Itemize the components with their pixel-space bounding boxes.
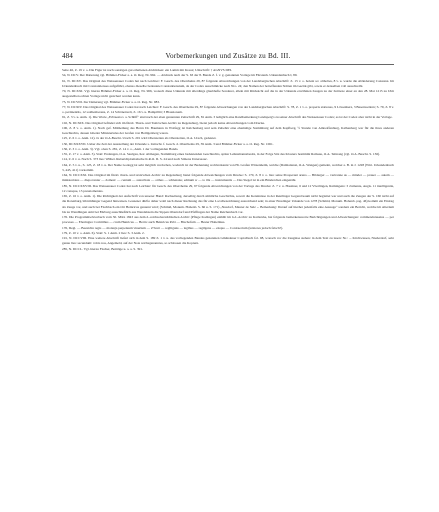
page-header <box>62 52 394 64</box>
correction-entry: 164, N. DCCXXI. Das Original im fürstl. thurn- und taxis'schen Archiv zu Regensburg bietet folgende Abweichungen vom Drucke: S. 170, Z. 8 v. o. lies: seine Prosperant aruna — Bilderger — vertranne us — minder — prauer — autem — ministeriales — diepovenier — domest: — centum — autorrhale — orthes — schlenstur, edmum w — to illa — instrumentis — Das Siegel ist in ein Bänderchen eingenäht. <box>62 173 394 183</box>
correction-entry: 176, Degi. — Bezeichn regis — molenja perpetuum vinerium — Z'ivurt — regiliguns — legibus — regilgens — eisquo — Contraectum (letzteres jedoch falsch?). <box>62 225 284 230</box>
correction-entry: 54, N. DCV. Der Datierung vgl. Böhmer-Ficker a. a. O. Reg. Nr. 962. — Abdruck nach der S. 63 der 8. Bande Z. f. v. g. genannten Vorlage im Fürstenh. Urkundenbuch I, 89. <box>62 73 298 78</box>
correction-entry: 191, N. DCCVIII. Eine weitere Abschrift liefert sich in dem S. 189 Z. 1 v. u. des vorliegenden Bandes genannten Gmündener Copialbuch fol. 98, wonach vor die Zeugnise stehen: in dem Text zu lesen: Nr.: ... Kirchwiesen, Niederdorf, sehr genau lies: secundum: vobis nos, Angemeld, auf der Nota reichsgenanntes, so schlossen die Kopiern. <box>62 236 394 246</box>
correction-entry: 91, Z. 3 v. u. Anm. 1). Die Worte „Erlöseata i. a. Schliff“ sind nach der eben genannten Zeitschrift 29, 81 Anm. 3 lediglich eine Randbemerkung Landsperg's zu seiner Abschrift des Weissenauer Codex; es ist der Codex aber nicht in der Vorlage. <box>62 115 393 120</box>
correction-entry: 106, Z. 8 v. o. Anm. 1). Nach gef. Mittheilung des Herrn Dr. Baumann in Wolfegg ist Kalchesberg und sein Zubehör eine ehemalige Stammburg auf dem Kapfberg, ½ Stunde von Amtsoffenburg, Kalhenberg war für die ihres anderen Geschlechts, dessen Glieder Ministeriales der Grafen von Heiligenberg waren. <box>62 125 394 135</box>
header-rule <box>62 64 394 65</box>
running-title: Vorbemerkungen und Zusätze zu Bd. III. <box>165 52 291 60</box>
correction-entry: 125, Z. 6 v. o. Anm. 12). Ja der O.A.Beschr. Urach S. 201 wird Oberstetten als Oberstetten, O.A. Urach, gedeutet. <box>62 136 217 141</box>
correction-entry: 176. Die Programmwörterbuch vom 30. März 1843 aus dem d.-reichsoberstädtischen Archiv (Pflege Kodingen) enthält im G.L.Archiv zu Karlsruhe, hat folgende bemerkenswerte Berichtigungen und Abweichungen: commendatuseius — per proceses — Eberingus: Comitibus — crum Hunricus — Hertn: auch Heinricus Pabt — Bischofum — Hester Hohelinus. <box>62 215 394 225</box>
correction-entry: 136, Z. 3 v. o. Anm. 3). Vgl. oben S. 281, Z. 14 v. o., Anm. 1 der vorliegenden Bands. <box>62 146 179 151</box>
correction-entry: 185, N. DCCXXVIII. Das Weissenauer Codex hat nach Leichter: für Gesch. des Oberrheins 29, 97 folgende Abweichungen von der Vorlage des Drucks: Z. 7 v. u. Hasziner, 6 und 12 Vberlingen, Ramingens: 3 clamente, Augis. 11 intelligentia, 12 consque, 13 pressiomentes. <box>62 183 394 193</box>
corrections-text <box>62 68 394 464</box>
correction-entry: 70, N. DCXXI. Vgl. hierzu Böhmer-Ficker a. a. O. Reg. Nr. 966, wonach diese Urkunde mit allerdings glaubhafte Sonderer, allein mit Rücksicht auf die in der Urkunde erwähnten Zeugen zu der Zeitnote einer an den 28. Mai 1215 zu Ulm ausgestellten echten Vorlage nicht gesichert werden kann. <box>62 89 394 99</box>
correction-entry: Seite 46, Z. 19 v. o. Die Figur ist nach sonstigen gut erhaltenen Abdrücken: ein Lamm mit Kreuz; Umschrift: † AGNVS DEI. <box>62 68 233 72</box>
correction-entry: 155, Z. 17 v. o. Anm. 3). Statt: Endangen, O.A. Saulgau, lies: Abmagen, Stammburg eines bedeutenden Geschlechts, später Lehnsmannsbesitz, in der Folge Sitz des Klosters bestimmt Ramsau, O.A. Tettnang (vgl. O.A. Beschr. S. 136). <box>62 152 380 156</box>
page-number: 484 <box>62 52 73 60</box>
correction-entry: 179, Z. 10 v. o. Anm. 6). Statt: S. 1 Anm. 2 lies: S. 3 Anm. 2. <box>62 230 145 235</box>
correction-entry: 165, Z. 16 v. o. Anm. 1). Die Richtigkeit der Aufschrift von unserer Hand: Rachsebung, derselbig durch sämtliche Geschichte, soweit die Kenntnisse in der Reutlinger Gegend kaum nicht begleitet war und auch die Zeugen der S. 160 nicht auf die Rotenburg-Werrmhinger Gegend hinweisen. Leuzener dürfte daher wohl nach dieser Rechnung das für eine Localbezeichnung ausreichend sein; in einer Ensslinger Urkunde von 1278 (Schmid, Monum. Hohenb. pag. 46) kommt ein Eintrag als Zeuge vor, und auch bei Fischbach ein Ort Heinricus genannt wird; (Schmid, Monum. Hohenb. S. 66 u. S. 171) „Nusdorf, Maurer de Sulz ... Bemerkung: Darauf auf hierher jedenfalls eine Aussage“ sondern ein Bericht, welche im Altertum bis zu Wendlingen Amt bei Ehrburg ausschließlich aus Wendelstein die Sippen Oberndorf und Pfaffingen der Name Reichenbach vor. <box>62 194 394 214</box>
correction-entry: 164, Z. 5 v. u., S. 125, Z. 18 v. u. Der Name Godegg ist sehr möglich verdorben, wodurch ist der Bedeutung wohlverkannt von Hr. Grafen Wirzenheim, welche (Dalmatiensi, O.A. Wangen) gemeint, welcher a. B. in J. 1228 (Wirt. Urkundenbuch 3, 445, 411) vorkommt. <box>62 162 394 172</box>
correction-entry: 114, Z. 6 v. u. Nach S. 373 lies: Wilhel. Rubertdiplomatische K.R.O. II. S. 24 und nach Simons Unterssauc. <box>62 157 208 162</box>
correction-entry: 75, N. DCVIII. Zur Datierung vgl. Böhmer-Ficker a. a. O. Reg. Nr. 983. <box>62 99 160 104</box>
correction-entry: 77, N. DCXIV. Das Original des Weissenauer Codex hat nach Leichter: F. Gesch. des Oberrheins 29, 87 folgende Abweichungen von der Landsbergischen Abschrift: S. 78, Z. 1 v. o. properis stationes, 9 Löwenherz, 3 Basenweilern; S. 79, Z. 8 v. o. pertinentiis, 12 soldienberens, Z. 14 Schönenvelt, Z. 16 v. u. Bampillitt; 3 Blassionem. <box>62 104 394 114</box>
correction-entry: 61, N. DCXV. Das Original des Weissenauer Codex hat nach Leichter: F. Gesch. des Oberrheins 29, 87 folgende Abweichungen von der Landsbergischen Abschrift: Z. 15 v. o. holent so: altholtes, 8 v. u. wurde die Abänderung Constanz. Im Urkundenbuch mit Constantienses aufgeführt, ebenso dieselbe bedeutete Constantiensium, da der Codex ausschmücke nach Nro. 24; den Namen der betreffenden Stätten im Gezirk gibt, sowie er denselben voll ausschreibt. <box>62 78 394 88</box>
correction-entry: 102, N. DCXIX. Das Original befindet sich im fürstl. Thurn- und Taxis'schen Archiv zu Regensburg, bietet jedoch keine Abweichungen vom Drucke. <box>62 120 266 125</box>
correction-entry: 130, DCXXXVII. Ueber die Zeit der Ausstellung der Urkunde s. Zeitschr. f. Gesch. d. Oberrheins 29, 39 Anm. 3 und Böhmer-Ficker a. a. O. Reg. Nr. 1061. <box>62 141 274 146</box>
correction-entry: 285, N. DCCL. Vgl. hierzu Fischer, Beiträge u. a. a. S. 391. <box>62 246 143 251</box>
